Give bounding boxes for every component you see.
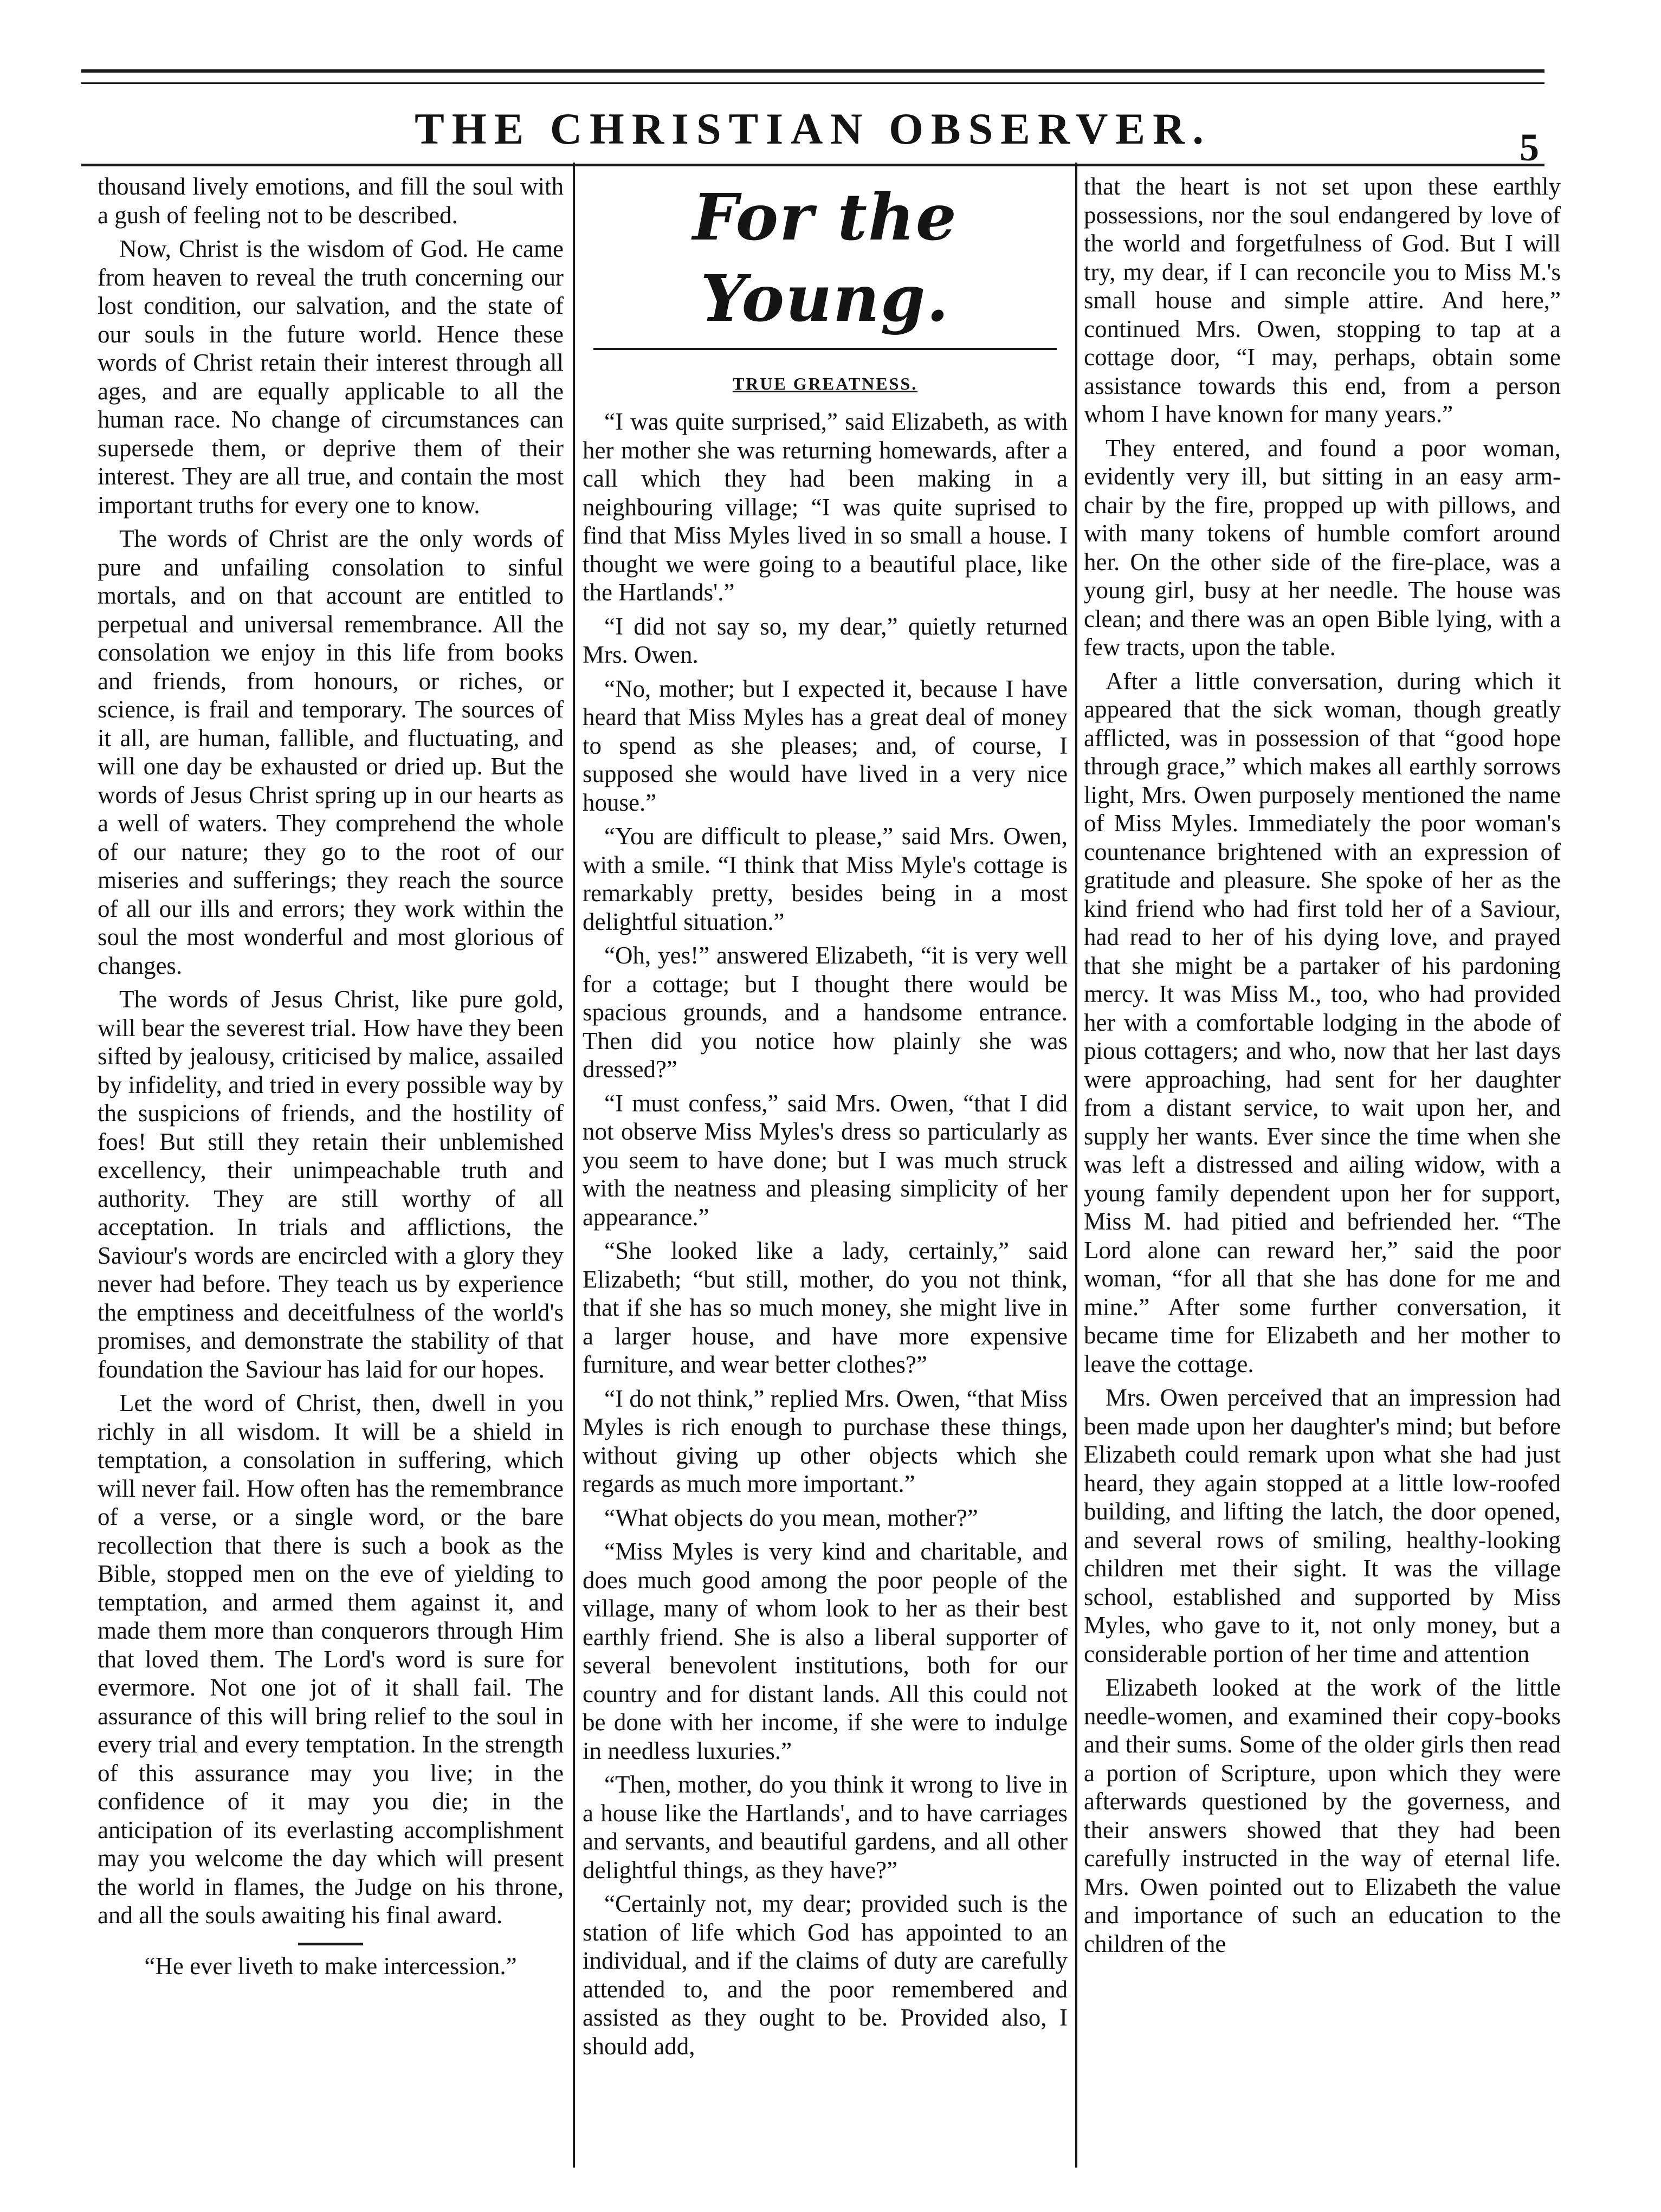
masthead-rule: [81, 158, 1544, 166]
paragraph: The words of Jesus Christ, like pure gold, will bear the severest trial. How have they been sifted by jealousy, criticised by malice, assailed by infidelity, and tried in every possible way by the suspicions of friends, and the hostility of foes! But still they retain their unblemished excellency, their unimpeachable truth and authority. They are still worthy of all acceptation. In trials and afflictions, the Saviour's words are encircled with a glory they never had before. They teach us by experience the emptiness and deceitfulness of the world's promises, and demonstrate the stability of that foundation the Saviour has laid for our hopes.: [98, 986, 564, 1383]
paragraph: “Then, mother, do you think it wrong to live in a house like the Hartlands', and to have carriages and servants, and beautiful gardens, and all other delightful things, as they have?”: [583, 1771, 1068, 1884]
column-divider: [1075, 163, 1077, 2168]
paragraph: The words of Christ are the only words of pure and unfailing consolation to sinful mortals, and on that account are entitled to perpetual and universal remembrance. All the consolation we enjoy in this life from books and friends, from honours, or riches, or science, is frail and temporary. The sources of it all, are human, fallible, and fluctuating, and will one day be exhausted or dried up. But the words of Jesus Christ spring up in our hearts as a well of waters. They comprehend the whole of our nature; they go to the root of our miseries and sufferings; they reach the source of all our ills and errors; they work within the soul the most wonderful and most glorious of changes.: [98, 525, 564, 979]
closing-motto: “He ever liveth to make intercession.”: [144, 1952, 517, 1980]
column-right: [1084, 172, 1561, 2166]
column-left: [98, 172, 564, 2166]
paragraph: “Miss Myles is very kind and charitable, and does much good among the poor people of the village, many of whom look to her as their best earthly friend. She is also a liberal supporter of several benevolent institutions, both for our country and for distant lands. All this could not be done with her income, if she were to indulge in needless luxuries.”: [583, 1538, 1068, 1764]
paragraph: “Oh, yes!” answered Elizabeth, “it is very well for a cottage; but I thought there would be spacious grounds, and a handsome entrance. Then did you notice how plainly she was dressed?”: [583, 942, 1068, 1083]
paragraph: “What objects do you mean, mother?”: [604, 1504, 978, 1531]
section-rule: [593, 348, 1057, 354]
paragraph: that the heart is not set upon these earthly possessions, nor the soul endangered by love of the world and forgetfulness of God. But I will try, my dear, if I can reconcile you to Miss M.'s small house and simple attire. And here,” continued Mrs. Owen, stopping to tap at a cottage door, “I may, perhaps, obtain some assistance towards this end, from a person whom I have known for many years.”: [1084, 173, 1561, 428]
masthead-title: THE CHRISTIAN OBSERVER.: [415, 104, 1211, 153]
paragraph: “She looked like a lady, certainly,” said Elizabeth; “but still, mother, do you not think, that if she has so much money, she might live in a larger house, and have more expensive furniture, and wear better clothes?”: [583, 1237, 1068, 1378]
paragraph: They entered, and found a poor woman, evidently very ill, but sitting in an easy arm-chair by the fire, propped up with pillows, and with many tokens of humble comfort around her. On the other side of the fire-place, was a young girl, busy at her needle. The house was clean; and there was an open Bible lying, with a few tracts, upon the table.: [1084, 434, 1561, 661]
paragraph: After a little conversation, during which it appeared that the sick woman, though greatly afflicted, was in possession of that “good hope through grace,” which makes all earthly sorrows light, Mrs. Owen purposely mentioned the name of Miss Myles. Immediately the poor woman's countenance brightened with an expression of gratitude and pleasure. She spoke of her as the kind friend who had first told her of a Saviour, had read to her of his dying love, and prayed that she might be a partaker of his pardoning mercy. It was Miss M., too, who had provided her with a comfortable lodging in the abode of pious cottagers; and who, now that her last days were approaching, had sent for her daughter from a distant service, to wait upon her, and supply her wants. Ever since the time when she was left a distressed and ailing widow, with a young family dependent upon her for support, Miss M. had pitied and befriended her. “The Lord alone can reward her,” said the poor woman, “for all that she has done for me and mine.” After some further conversation, it became time for Elizabeth and her mother to leave the cottage.: [1084, 667, 1561, 1377]
story-title: TRUE GREATNESS.: [732, 374, 918, 393]
paragraph: Now, Christ is the wisdom of God. He came from heaven to reveal the truth concerning our lost condition, our salvation, and the state of our souls in the future world. Hence these words of Christ retain their interest through all ages, and are equally applicable to all the human race. No change of circumstances can supersede them, or deprive them of their interest. They are all true, and contain the most important truths for every one to know.: [98, 235, 564, 519]
paragraph: “You are difficult to please,” said Mrs. Owen, with a smile. “I think that Miss Myle's cottage is remarkably pretty, besides being in a most delightful situation.”: [583, 823, 1068, 935]
separator-rule: [298, 1943, 363, 1945]
paragraph: “No, mother; but I expected it, because I have heard that Miss Myles has a great deal of money to spend as she pleases; and, of course, I supposed she would have lived in a very nice house.”: [583, 675, 1068, 816]
column-divider: [573, 163, 575, 2168]
paragraph: Let the word of Christ, then, dwell in you richly in all wisdom. It will be a shield in temptation, a consolation in suffering, which will never fail. How often has the remembrance of a verse, or a single word, or the bare recollection that there is such a book as the Bible, stopped men on the eve of yielding to temptation, and armed them against it, and made them more than conquerors through Him that loved them. The Lord's word is sure for evermore. Not one jot of it shall fail. The assurance of this will bring relief to the soul in every trial and every temptation. In the strength of this assurance may you live; in the confidence of it may you die; in the anticipation of its everlasting accomplishment may you welcome the day which will present the world in flames, the Judge on his throne, and all the souls awaiting his final award.: [98, 1389, 564, 1929]
paragraph: “I must confess,” said Mrs. Owen, “that I did not observe Miss Myles's dress so particularly as you seem to have done; but I was much struck with the neatness and pleasing simplicity of her appearance.”: [583, 1089, 1068, 1231]
section-heading: For the Young.: [693, 179, 958, 336]
column-middle: [583, 172, 1068, 2166]
paragraph: thousand lively emotions, and fill the soul with a gush of feeling not to be described.: [98, 173, 564, 229]
top-border-rule: [81, 69, 1544, 84]
paragraph: Mrs. Owen perceived that an impression had been made upon her daughter's mind; but before Elizabeth could remark upon what she had just heard, they again stopped at a little low-roofed building, and lifting the latch, the door opened, and several rows of smiling, healthy-looking children met their sight. It was the village school, established and supported by Miss Myles, who gave to it, not only money, but a considerable portion of her time and attention: [1084, 1384, 1561, 1667]
paragraph: “I do not think,” replied Mrs. Owen, “that Miss Myles is rich enough to purchase these things, without giving up other objects which she regards as much more important.”: [583, 1385, 1068, 1497]
page-number: 5: [1520, 126, 1539, 169]
paragraph: “Certainly not, my dear; provided such is the station of life which God has appointed to an individual, and if the claims of duty are carefully attended to, and the poor remembered and assisted as they ought to be. Provided also, I should add,: [583, 1890, 1068, 2060]
paragraph: “I did not say so, my dear,” quietly returned Mrs. Owen.: [583, 612, 1068, 668]
paragraph: Elizabeth looked at the work of the little needle-women, and examined their copy-books and their sums. Some of the older girls then read a portion of Scripture, upon which they were afterwards questioned by the governess, and their answers showed that they had been carefully instructed in the way of eternal life. Mrs. Owen pointed out to Elizabeth the value and importance of such an education to the children of the: [1084, 1674, 1561, 1957]
paragraph: “I was quite surprised,” said Elizabeth, as with her mother she was returning homewards, after a call which they had been making in a neighbouring village; “I was quite suprised to find that Miss Myles lived in so small a house. I thought we were going to a beautiful place, like the Hartlands'.”: [583, 408, 1068, 606]
